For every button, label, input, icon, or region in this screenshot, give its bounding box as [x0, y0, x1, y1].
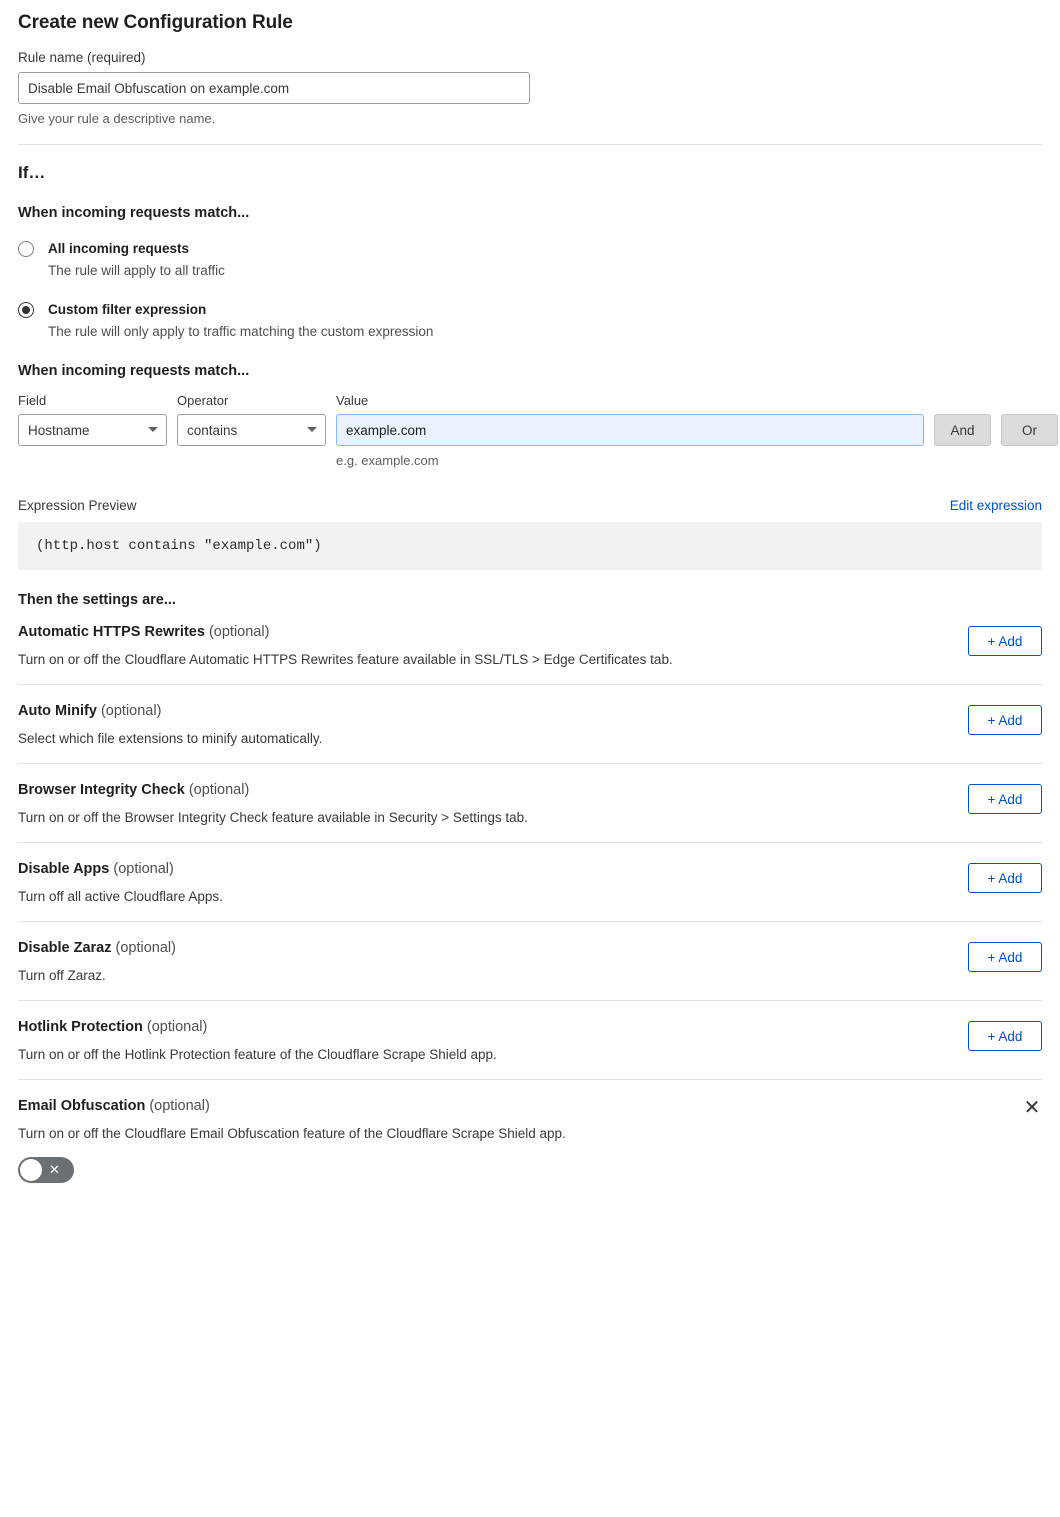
page-title: Create new Configuration Rule	[18, 12, 293, 33]
and-spacer-label	[934, 393, 991, 408]
setting-auto-minify	[18, 685, 1042, 764]
add-button[interactable]: + Add	[968, 863, 1042, 893]
setting-desc: Turn on or off the Hotlink Protection feature of the Cloudflare Scrape Shield app.	[18, 1047, 497, 1063]
add-button[interactable]: + Add	[968, 705, 1042, 735]
close-icon: ✕	[49, 1162, 60, 1178]
setting-optional-text: (optional)	[188, 782, 250, 799]
setting-name-text: Browser Integrity Check	[18, 782, 185, 799]
add-button[interactable]: + Add	[968, 784, 1042, 814]
add-button[interactable]: + Add	[968, 1021, 1042, 1051]
filter-heading: When incoming requests match...	[18, 363, 250, 380]
radio-label-custom: Custom filter expression	[48, 302, 207, 318]
settings-list	[18, 608, 1042, 1200]
edit-expression-link[interactable]: Edit expression	[949, 498, 1042, 514]
expression-preview-box: (http.host contains "example.com")	[18, 522, 1042, 570]
setting-optional-text: (optional)	[146, 1019, 208, 1036]
radio-indicator-custom[interactable]	[18, 302, 34, 318]
and-button[interactable]: And	[934, 414, 991, 446]
if-match-heading: When incoming requests match...	[18, 205, 250, 221]
value-column	[336, 393, 924, 468]
operator-label: Operator	[177, 393, 229, 409]
setting-hotlink-protection	[18, 1001, 1042, 1080]
setting-name-text: Hotlink Protection	[18, 1019, 143, 1036]
divider-1	[18, 144, 1042, 145]
setting-title	[18, 861, 223, 877]
radio-desc-custom: The rule will only apply to traffic matching the custom expression	[48, 323, 434, 339]
match-options	[18, 239, 1042, 341]
expression-preview-header	[18, 498, 1042, 513]
setting-disable-apps	[18, 843, 1042, 922]
if-section-title: If…	[18, 163, 46, 182]
setting-name-text: Auto Minify	[18, 703, 97, 720]
add-button[interactable]: + Add	[968, 626, 1042, 656]
operator-select-value: contains	[187, 422, 238, 438]
value-hint: e.g. example.com	[336, 453, 439, 469]
radio-option-all-incoming-requests[interactable]	[18, 239, 1042, 280]
field-column	[18, 393, 167, 446]
radio-option-custom-filter-expression[interactable]	[18, 300, 1042, 341]
rule-name-input[interactable]	[18, 72, 530, 104]
setting-title	[18, 1098, 566, 1114]
rule-name-help: Give your rule a descriptive name.	[18, 111, 216, 126]
setting-title	[18, 703, 322, 719]
setting-browser-integrity-check	[18, 764, 1042, 843]
setting-desc: Turn on or off the Browser Integrity Check feature available in Security > Settings tab.	[18, 810, 528, 826]
or-button-column	[1001, 393, 1058, 446]
rule-name-label: Rule name (required)	[18, 50, 146, 65]
setting-desc: Turn off all active Cloudflare Apps.	[18, 889, 223, 905]
setting-optional-text: (optional)	[113, 861, 174, 878]
setting-title	[18, 940, 176, 956]
setting-title	[18, 624, 673, 640]
setting-title	[18, 782, 528, 798]
radio-indicator-all[interactable]	[18, 241, 34, 257]
setting-desc: Turn on or off the Cloudflare Automatic HTTPS Rewrites feature available in SSL/TLS > Edge Certificates tab.	[18, 652, 673, 668]
add-button[interactable]: + Add	[968, 942, 1042, 972]
setting-name-text: Disable Apps	[18, 861, 110, 878]
chevron-down-icon	[148, 427, 158, 432]
setting-name-text: Automatic HTTPS Rewrites	[18, 624, 205, 641]
setting-desc: Turn off Zaraz.	[18, 968, 106, 984]
setting-optional-text: (optional)	[149, 1098, 210, 1115]
filter-builder-row	[18, 393, 1042, 468]
setting-title	[18, 1019, 497, 1035]
or-button[interactable]: Or	[1001, 414, 1058, 446]
chevron-down-icon	[307, 427, 317, 432]
value-label: Value	[336, 393, 369, 409]
setting-disable-zaraz	[18, 922, 1042, 1001]
operator-select[interactable]	[177, 414, 326, 446]
or-spacer-label	[1001, 393, 1058, 408]
setting-optional-text: (optional)	[208, 624, 270, 641]
setting-desc: Turn on or off the Cloudflare Email Obfuscation feature of the Cloudflare Scrape Shield app.	[18, 1126, 566, 1142]
operator-column	[177, 393, 326, 446]
expression-preview-label: Expression Preview	[18, 498, 137, 514]
field-select[interactable]	[18, 414, 167, 446]
setting-optional-text: (optional)	[100, 703, 162, 720]
email-obfuscation-toggle[interactable]	[18, 1157, 74, 1183]
field-select-value: Hostname	[28, 422, 90, 438]
setting-email-obfuscation	[18, 1080, 1042, 1200]
toggle-knob	[20, 1159, 42, 1181]
radio-label-all: All incoming requests	[48, 241, 190, 256]
and-button-column	[934, 393, 991, 446]
setting-optional-text: (optional)	[115, 940, 176, 957]
setting-name-text: Disable Zaraz	[18, 940, 112, 957]
rule-name-group	[18, 50, 1042, 126]
setting-name-text: Email Obfuscation	[18, 1098, 146, 1115]
then-section-title: Then the settings are...	[18, 592, 176, 609]
setting-automatic-https-rewrites	[18, 608, 1042, 685]
field-label: Field	[18, 393, 47, 409]
radio-desc-all: The rule will apply to all traffic	[48, 262, 225, 278]
setting-desc: Select which file extensions to minify automatically.	[18, 731, 323, 747]
value-input[interactable]	[336, 414, 924, 446]
remove-setting-icon[interactable]: ✕	[1023, 1095, 1041, 1120]
